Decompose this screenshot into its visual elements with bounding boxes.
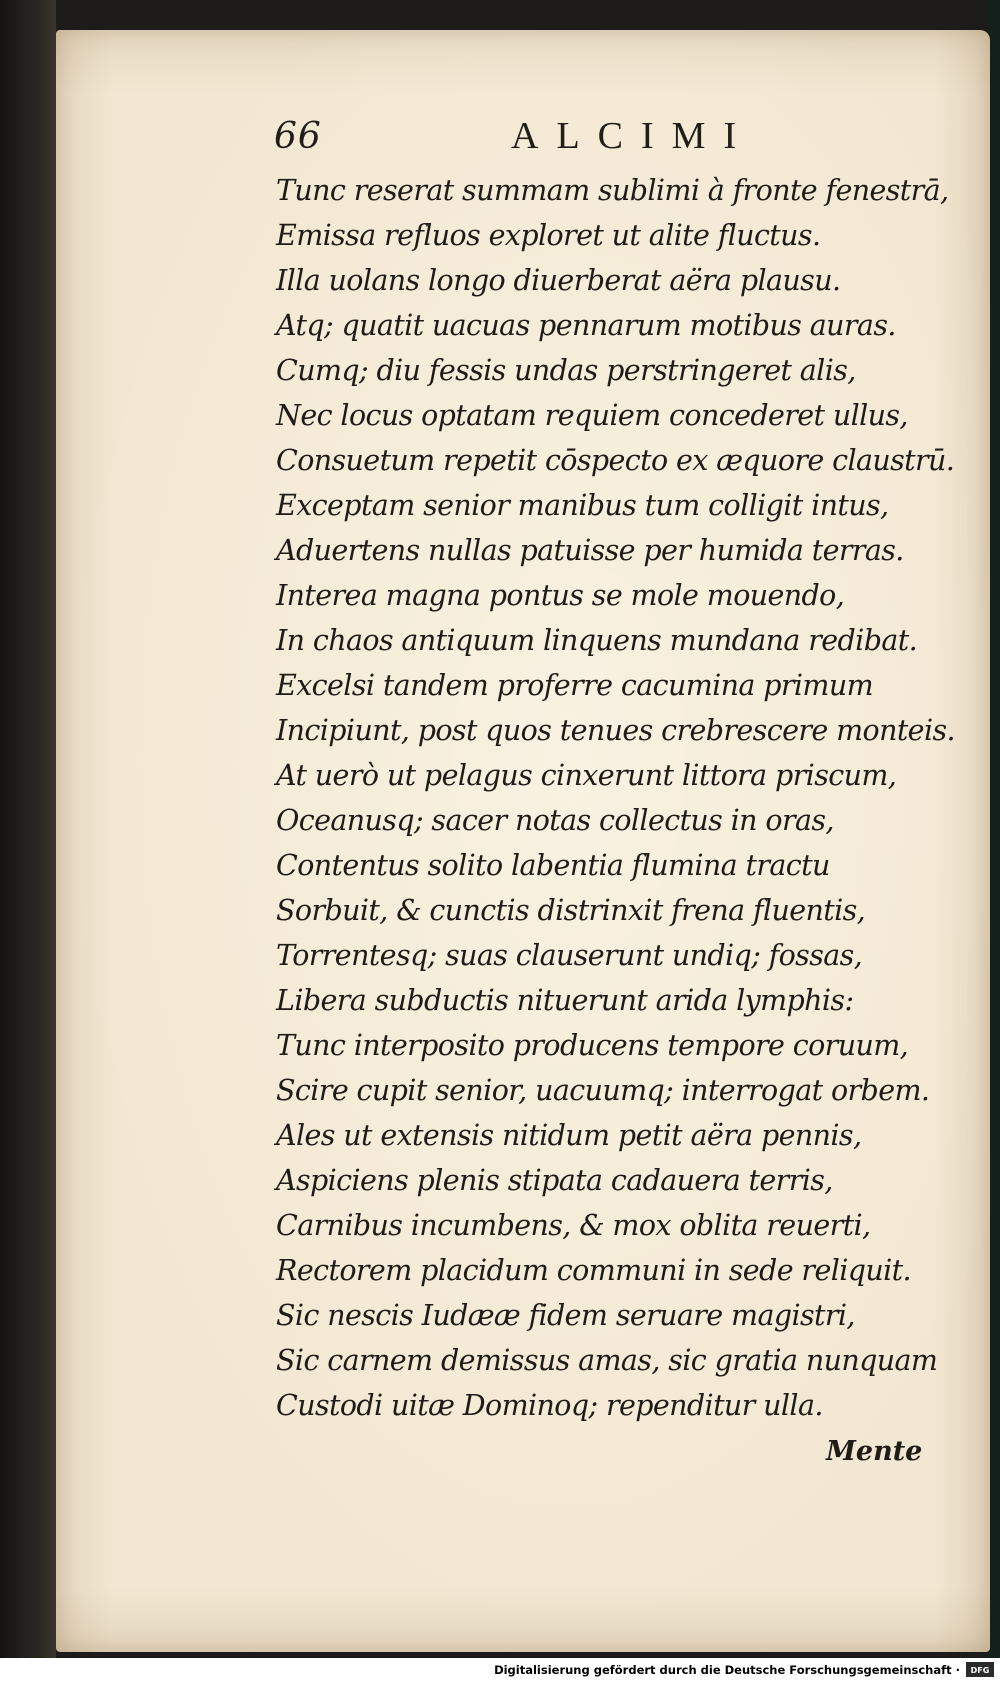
verse-line: Aduertens nullas patuisse per humida terras. bbox=[276, 534, 904, 567]
verse-line: Torrentesq; suas clauserunt undiq; fossas, bbox=[276, 939, 863, 972]
verse-line: Aspiciens plenis stipata cadauera terris, bbox=[276, 1164, 833, 1197]
verse-line: Sic carnem demissus amas, sic gratia nunquam bbox=[276, 1344, 938, 1377]
verse-line: Consuetum repetit cōspecto ex æquore claustrū. bbox=[276, 444, 955, 477]
verse-line: Excelsi tandem proferre cacumina primum bbox=[276, 669, 874, 702]
verse-line: Contentus solito labentia flumina tractu bbox=[276, 849, 830, 882]
footer-bar bbox=[0, 1658, 1000, 1684]
verse-block bbox=[276, 168, 996, 1428]
verse-line: Interea magna pontus se mole mouendo, bbox=[276, 579, 845, 612]
verse-line: Incipiunt, post quos tenues crebrescere monteis. bbox=[276, 714, 955, 747]
verse-line: Tunc reserat summam sublimi à fronte fenestrā, bbox=[276, 174, 949, 207]
verse-line: In chaos antiquum linquens mundana redibat. bbox=[276, 624, 918, 657]
verse-line: Atq; quatit uacuas pennarum motibus auras. bbox=[276, 309, 896, 342]
verse-line: Oceanusq; sacer notas collectus in oras, bbox=[276, 804, 834, 837]
verse-line: Sic nescis Iudææ fidem seruare magistri, bbox=[276, 1299, 855, 1332]
running-head bbox=[56, 110, 990, 170]
verse-line: At uerò ut pelagus cinxerunt littora priscum, bbox=[276, 759, 897, 792]
verse-line: Rectorem placidum communi in sede reliquit. bbox=[276, 1254, 911, 1287]
verse-line: Cumq; diu fessis undas perstringeret alis, bbox=[276, 354, 856, 387]
verse-line: Exceptam senior manibus tum colligit intus, bbox=[276, 489, 889, 522]
dfg-logo-text: DFG bbox=[970, 1666, 990, 1675]
verse-line: Carnibus incumbens, & mox oblita reuerti, bbox=[276, 1209, 871, 1242]
verse-line: Tunc interposito producens tempore coruum, bbox=[276, 1029, 909, 1062]
verse-line: Illa uolans longo diuerberat aëra plausu. bbox=[276, 264, 841, 297]
catchword: Mente bbox=[826, 1436, 923, 1467]
running-title: ALCIMI bbox=[511, 115, 755, 157]
verse-line: Libera subductis nituerunt arida lymphis: bbox=[276, 984, 854, 1017]
book-page bbox=[56, 30, 990, 1652]
verse-line: Scire cupit senior, uacuumq; interrogat orbem. bbox=[276, 1074, 930, 1107]
verse-line: Nec locus optatam requiem concederet ullus, bbox=[276, 399, 908, 432]
verse-line: Sorbuit, & cunctis distrinxit frena fluentis, bbox=[276, 894, 866, 927]
digitization-credit: Digitalisierung gefördert durch die Deutsche Forschungsgemeinschaft · bbox=[494, 1663, 960, 1677]
verse-line: Ales ut extensis nitidum petit aëra pennis, bbox=[276, 1119, 862, 1152]
book-gutter-shadow bbox=[0, 0, 56, 1658]
verse-line: Custodi uitæ Dominoq; rependitur ulla. bbox=[276, 1389, 823, 1422]
verse-line: Emissa refluos exploret ut alite fluctus. bbox=[276, 219, 821, 252]
page-number: 66 bbox=[274, 116, 322, 157]
dfg-logo-icon bbox=[966, 1662, 994, 1677]
